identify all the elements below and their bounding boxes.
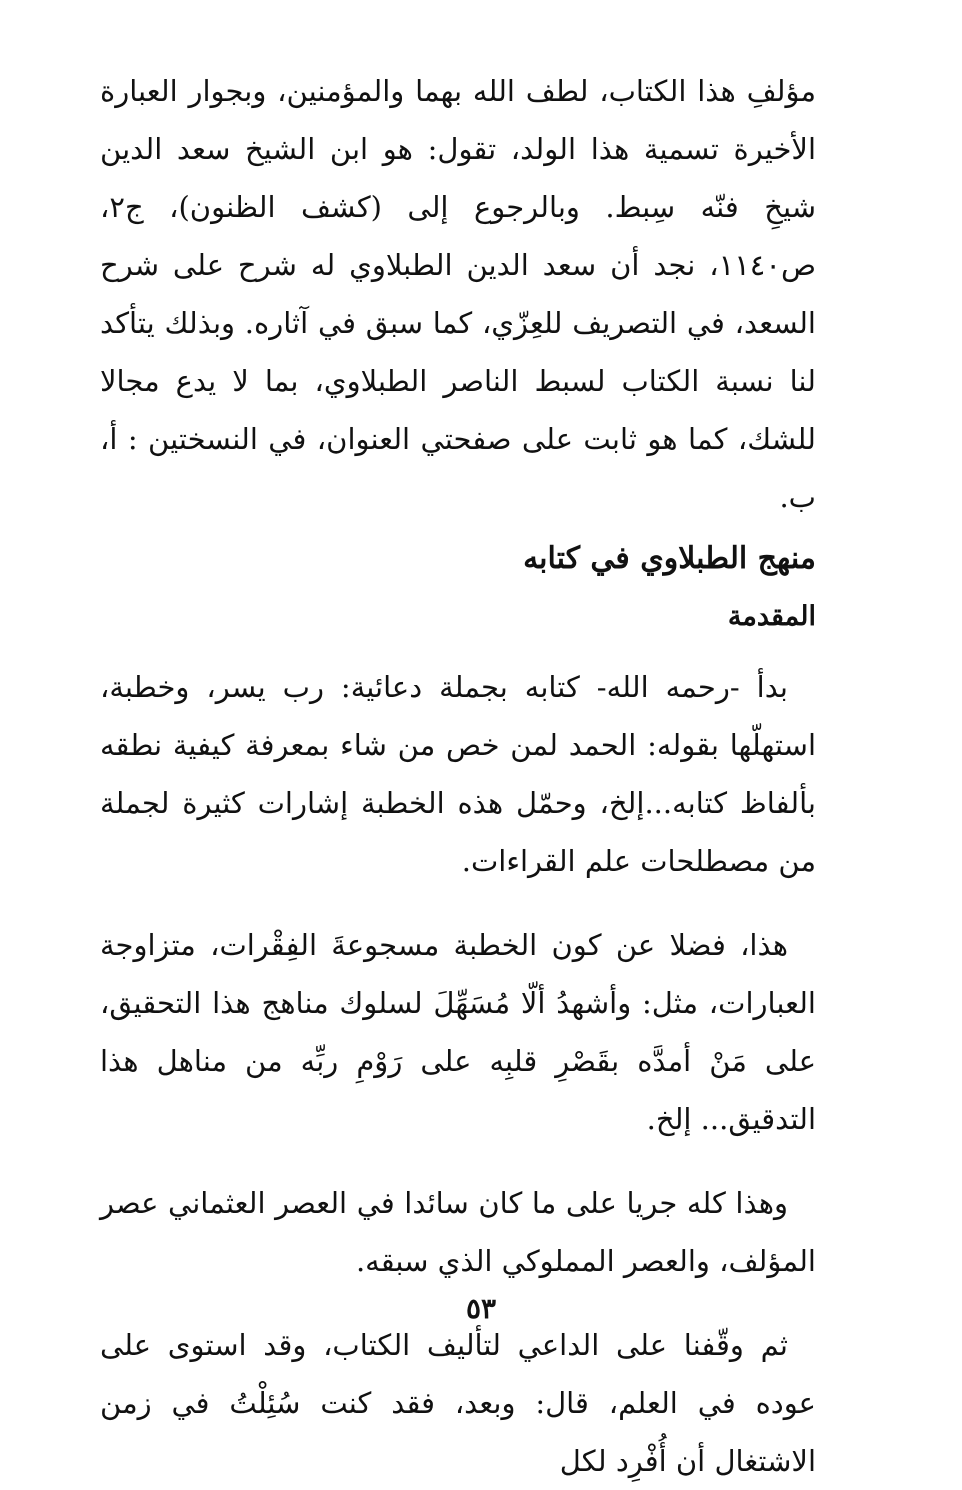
paragraph-attribution: مؤلفِ هذا الكتاب، لطف الله بهما والمؤمنين، وبجوار العبارة الأخيرة تسمية هذا الولد، تقول: هو ابن الشيخ سعد الدين شيخِ فنّه سِبط. وبالرجوع إلى (كشف الظنون)، ج٢، ص١١٤٠، نجد أن سعد الدين الطبلاوي له شرح على شرح السعد، في التصريف للعِزّي، كما سبق في آثاره. وبذلك يتأكد لنا نسبة الكتاب لسبط الناصر الطبلاوي، بما لا يدع مجالا للشك، كما هو ثابت على صفحتي العنوان، في النسختين : أ، ب. <box>100 74 816 514</box>
paragraph-motive: ثم وقّفنا على الداعي لتأليف الكتاب، وقد استوى على عوده في العلم، قال: وبعد، فقد كنت سُئِلْتُ في زمن الاشتغال أن أُفْرِد لكل <box>100 1328 816 1478</box>
page-number: ٥٣ <box>465 1292 497 1325</box>
paragraph-rhymed-prose: هذا، فضلا عن كون الخطبة مسجوعةَ الفِقْرات، متزاوجة العبارات، مثل: وأشهدُ ألّا مُسَهِّلَ لسلوك مناهج هذا التحقيق، على مَنْ أمدَّه بقَصْرِ قلبِه على رَوْمِ ربِّه من مناهل هذا التدقيق... إلخ. <box>100 928 816 1136</box>
subsection-heading: المقدمة <box>727 601 816 632</box>
paragraph-introduction: بدأ -رحمه الله- كتابه بجملة دعائية: رب يسر، وخطبة، استهلّها بقوله: الحمد لمن خص من شاء بمعرفة كيفية نطقه بألفاظ كتابه...إلخ، وحمّل هذه الخطبة إشارات كثيرة لجملة من مصطلحات علم القراءات. <box>100 670 816 878</box>
section-heading: منهج الطبلاوي في كتابه <box>523 541 816 576</box>
paragraph-era: وهذا كله جريا على ما كان سائدا في العصر العثماني عصر المؤلف، والعصر المملوكي الذي سبقه. <box>100 1186 816 1278</box>
page-body <box>100 62 816 1490</box>
